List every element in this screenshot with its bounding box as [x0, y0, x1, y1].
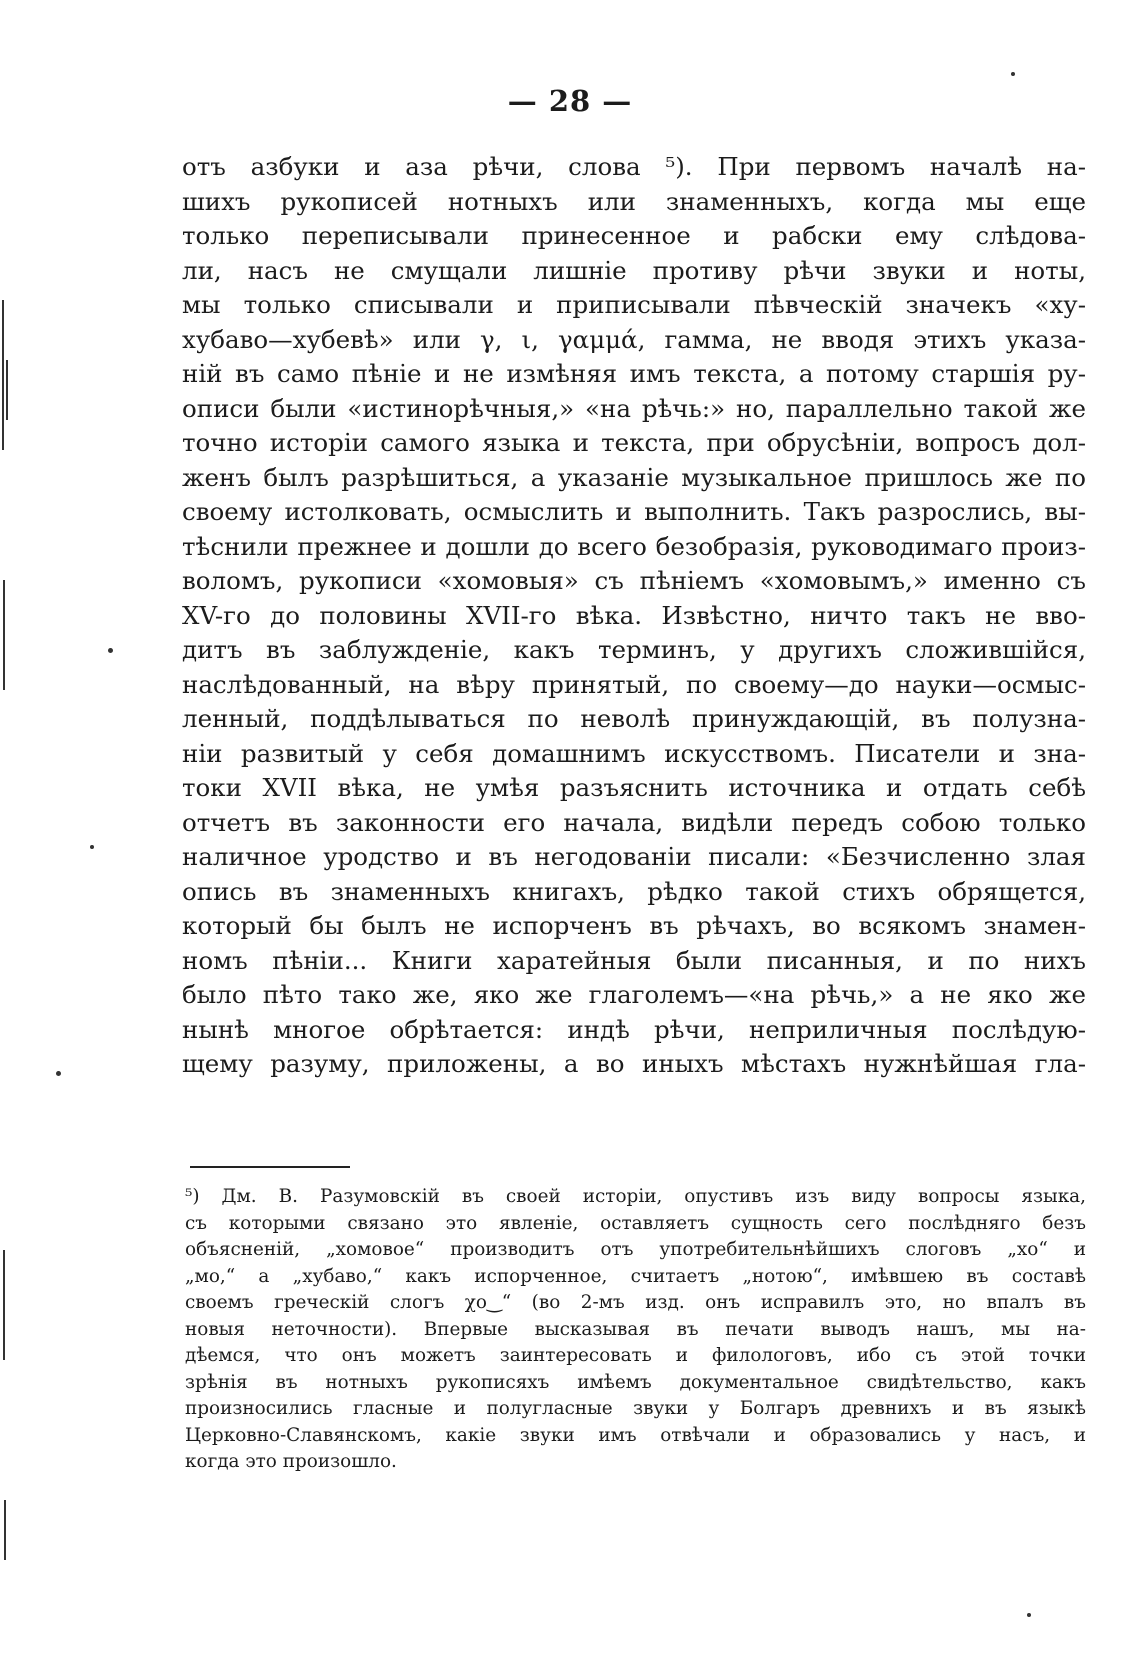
text-line: ли, насъ не смущали лишніе противу рѣчи звуки и ноты,	[182, 255, 1086, 285]
footnote-line: дѣемся, что онъ можетъ заинтересовать и филологовъ, ибо съ этой точки	[185, 1345, 1086, 1366]
text-line: воломъ, рукописи «хомовыя» съ пѣніемъ «хомовымъ,» именно съ	[182, 566, 1086, 595]
footnote-line: „мо,“ а „хубаво,“ какъ испорченное, считаетъ „нотою“, имѣвшею въ составѣ	[185, 1265, 1086, 1287]
text-line: наличное уродство и въ негодованіи писали: «Безчисленно злая	[182, 842, 1086, 871]
text-line: ленный, поддѣлываться по неволѣ принуждающій, въ полузна-	[182, 704, 1086, 733]
text-line: своему истолковать, осмыслить и выполнить. Такъ разрослись, вы-	[182, 497, 1086, 526]
scan-edge-mark	[6, 360, 8, 420]
text-line: опись въ знаменныхъ книгахъ, рѣдко такой стихъ обрящется,	[182, 876, 1086, 906]
text-line: щему разуму, приложены, а во иныхъ мѣстахъ нужнѣйшая гла-	[182, 1049, 1086, 1078]
scan-edge-mark	[3, 580, 5, 690]
footnote-line: Церковно-Славянскомъ, какіе звуки имъ отвѣчали и образовались у насъ, и	[185, 1424, 1086, 1446]
text-line: точно исторіи самого языка и текста, при обрусѣніи, вопросъ дол-	[182, 428, 1086, 457]
text-line: токи XVII вѣка, не умѣя разъяснить источника и отдать себѣ	[182, 773, 1086, 802]
text-line: тѣснили прежнее и дошли до всего безобразія, руководимаго произ-	[182, 531, 1086, 561]
scan-dot	[90, 845, 94, 849]
scan-edge-mark	[3, 1250, 5, 1360]
footnote-line: ⁵) Дм. В. Разумовскій въ своей исторіи, опустивъ изъ виду вопросы языка,	[185, 1186, 1086, 1207]
text-line: наслѣдованный, на вѣру принятый, по своему—до науки—осмыс-	[182, 669, 1086, 699]
page-number: — 28 —	[507, 84, 633, 118]
footnote	[185, 1184, 1086, 1476]
footnote-line: когда это произошло.	[185, 1451, 397, 1472]
text-line: XV-го до половины XVII-го вѣка. Извѣстно, ничто такъ не вво-	[182, 600, 1086, 630]
text-line: дитъ въ заблужденіе, какъ терминъ, у другихъ сложившійся,	[182, 635, 1086, 664]
text-line: отъ азбуки и аза рѣчи, слова ⁵). При первомъ началѣ на-	[182, 152, 1086, 181]
footnote-divider	[190, 1166, 350, 1168]
scan-dot	[56, 1071, 61, 1076]
text-line: хубаво—хубевѣ» или γ, ι, γαμμά, гамма, не вводя этихъ указа-	[182, 324, 1086, 354]
text-line: мы только списывали и приписывали пѣвческій значекъ «ху-	[182, 290, 1086, 319]
text-line: номъ пѣніи... Книги харатейныя были писанныя, и по нихъ	[182, 945, 1086, 975]
scan-dot	[108, 648, 113, 653]
text-line: ніи развитый у себя домашнимъ искусствомъ. Писатели и зна-	[182, 738, 1086, 768]
text-line: отчетъ въ законности его начала, видѣли передъ собою только	[182, 807, 1086, 837]
text-line: который бы былъ не испорченъ въ рѣчахъ, во всякомъ знамен-	[182, 911, 1086, 940]
scan-dot	[1027, 1613, 1031, 1617]
scan-edge-mark	[2, 300, 4, 450]
footnote-line: объясненій, „хомовое“ производитъ отъ употребительнѣйшихъ слоговъ „хо“ и	[185, 1239, 1086, 1260]
text-line: женъ былъ разрѣшиться, а указаніе музыкальное пришлось же по	[182, 462, 1086, 492]
body-text	[182, 150, 1086, 1082]
scan-edge-mark	[4, 1500, 6, 1560]
footnote-line: произносились гласные и полугласные звуки у Болгаръ древнихъ и въ языкѣ	[185, 1398, 1086, 1419]
text-line: только переписывали принесенное и рабски ему слѣдова-	[182, 221, 1086, 250]
text-line: шихъ рукописей нотныхъ или знаменныхъ, когда мы еще	[182, 186, 1086, 216]
text-line: нынѣ многое обрѣтается: индѣ рѣчи, неприличныя послѣдую-	[182, 1014, 1086, 1044]
text-line: описи были «истинорѣчныя,» «на рѣчь:» но, параллельно такой же	[182, 393, 1086, 423]
text-line: ній въ само пѣніе и не измѣняя имъ текста, а потому старшія ру-	[182, 359, 1086, 388]
text-line: было пѣто тако же, яко же глаголемъ—«на рѣчь,» а не яко же	[182, 980, 1086, 1009]
footnote-line: своемъ греческій слогъ χο‿“ (во 2-мъ изд. онъ исправилъ это, но впалъ въ	[185, 1292, 1086, 1313]
scan-dot	[1011, 72, 1015, 76]
footnote-line: зрѣнія въ нотныхъ рукописяхъ имѣемъ документальное свидѣтельство, какъ	[185, 1371, 1086, 1393]
footnote-line: новыя неточности). Впервые высказывая въ печати выводъ нашъ, мы на-	[185, 1318, 1086, 1340]
footnote-line: съ которыми связано это явленіе, оставляетъ сущность сего послѣдняго безъ	[185, 1212, 1086, 1234]
